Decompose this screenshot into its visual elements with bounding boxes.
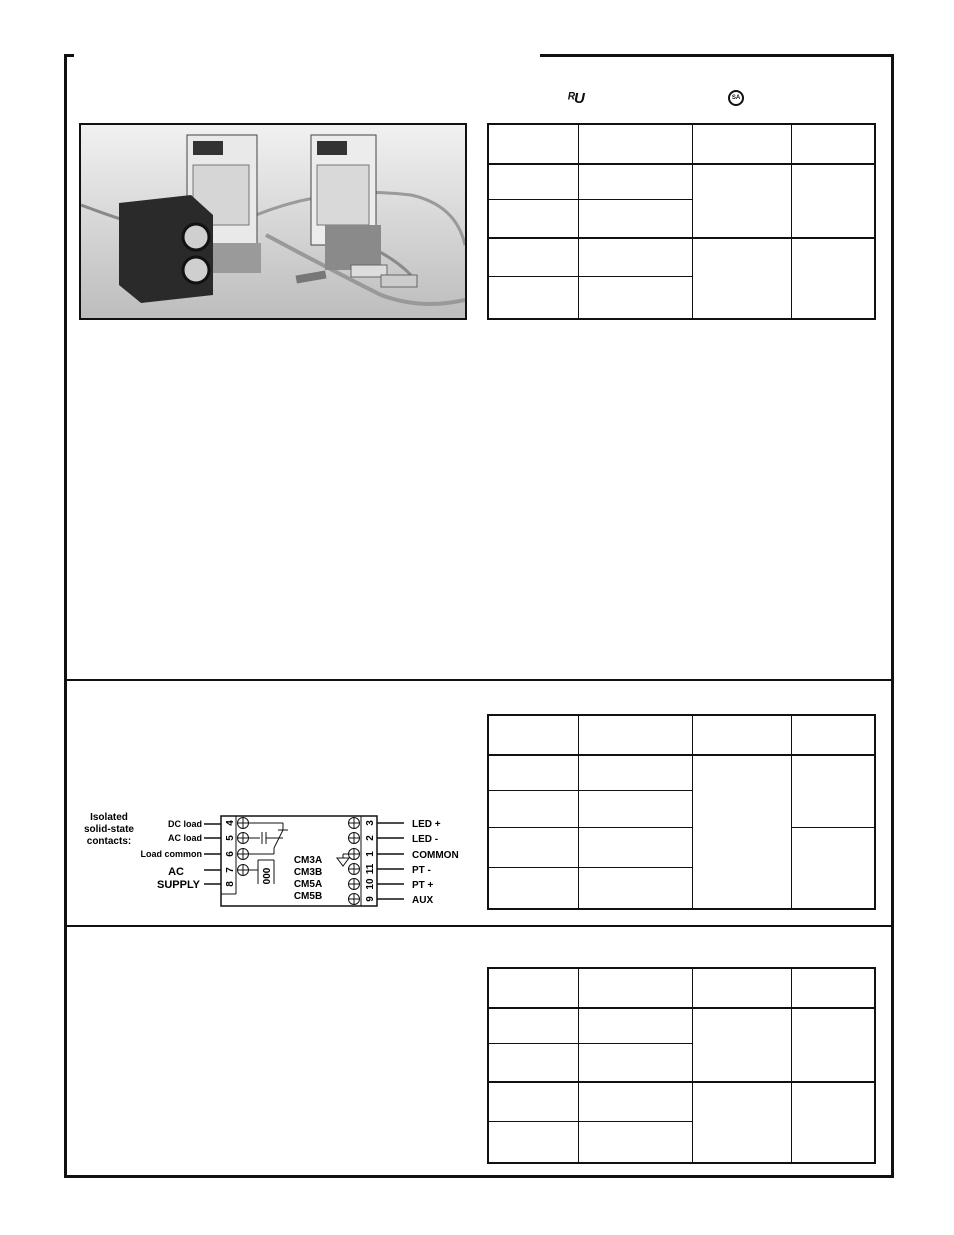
product-photo <box>79 123 467 320</box>
pin-3: 3 <box>365 820 376 826</box>
ac-load-label: AC load <box>167 833 202 843</box>
pin-1: 1 <box>365 851 376 857</box>
spec-table-2 <box>487 714 876 910</box>
aux-label: AUX <box>412 895 434 906</box>
pin-10: 10 <box>365 878 376 890</box>
pin-7: 7 <box>225 867 236 873</box>
pt-minus-label: PT - <box>412 865 431 876</box>
section-divider-1 <box>66 679 892 681</box>
wiring-diagram <box>78 808 478 914</box>
pin-4: 4 <box>225 820 236 826</box>
pin-11: 11 <box>365 863 376 875</box>
model-cm3a: CM3A <box>293 855 323 866</box>
model-cm5a: CM5A <box>293 879 323 890</box>
section-divider-2 <box>66 925 892 927</box>
dc-load-label: DC load <box>167 819 202 829</box>
coil-label: 000 <box>262 867 273 885</box>
supply-label: SUPPLY <box>156 879 200 891</box>
ul-recognized-icon: ᴿU <box>567 90 584 107</box>
isolated-label-1: Isolated <box>90 812 128 823</box>
pt-plus-label: PT + <box>412 880 434 891</box>
led-minus-label: LED - <box>412 834 439 845</box>
pin-5: 5 <box>225 835 236 841</box>
led-plus-label: LED + <box>412 819 441 830</box>
spec-table-3 <box>487 967 876 1164</box>
isolated-label-2: solid-state <box>83 824 135 835</box>
common-label: COMMON <box>412 850 459 861</box>
pin-9: 9 <box>365 896 376 902</box>
spec-table-1 <box>487 123 876 320</box>
pin-6: 6 <box>225 851 236 857</box>
pin-2: 2 <box>365 835 376 841</box>
model-cm3b: CM3B <box>293 867 323 878</box>
isolated-label-3: contacts: <box>86 836 132 847</box>
ac-label: AC <box>168 866 184 878</box>
pin-8: 8 <box>225 881 236 887</box>
csa-certified-icon: SA <box>728 90 744 106</box>
load-common-label: Load common <box>140 849 202 859</box>
model-cm5b: CM5B <box>293 891 323 902</box>
